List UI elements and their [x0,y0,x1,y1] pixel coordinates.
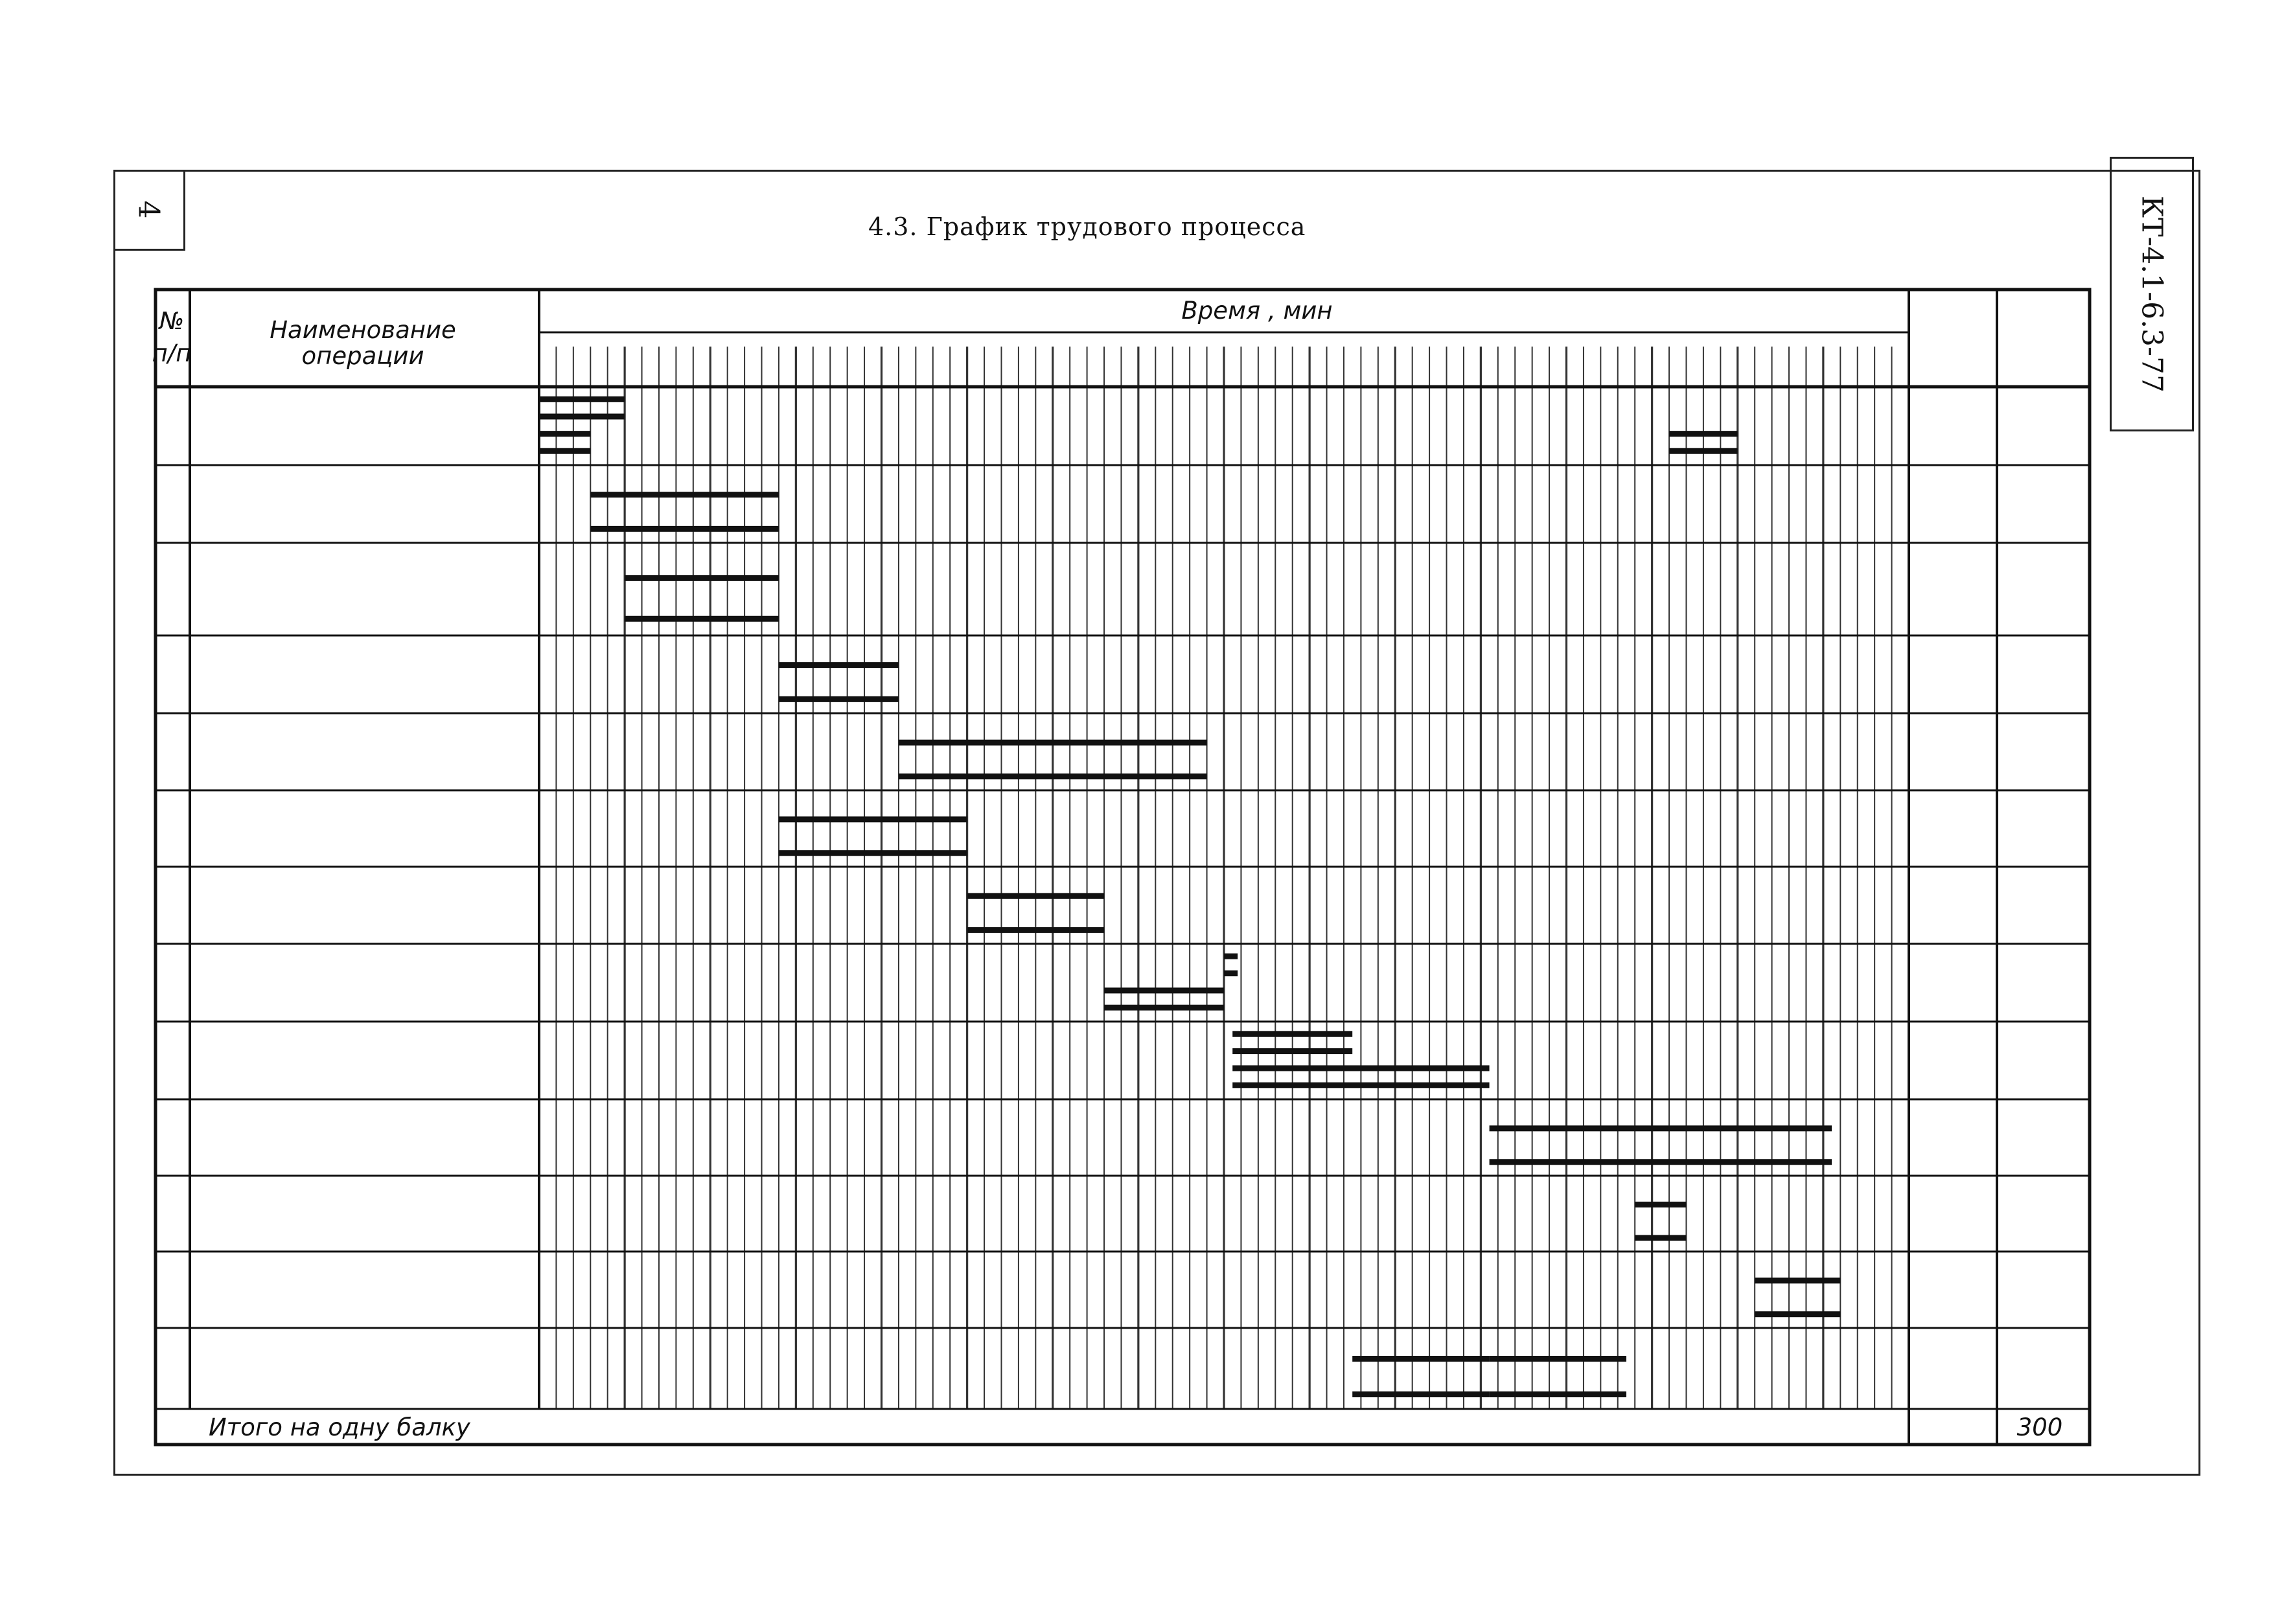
header-name-line1: Наименование [270,316,456,344]
table-text [152,297,2063,1441]
total-label: Итого на одну балку [209,1413,470,1441]
page-title: 4.3. График трудового процесса [868,212,1306,241]
header-time-label: Время , мин [1181,297,1333,325]
header-no: № [159,307,185,335]
header-no-sub: п/п [152,339,192,367]
document-code: КТ-4.1-6.3-77 [2135,196,2169,393]
total-value: 300 [2016,1413,2063,1441]
table-lines [156,290,2090,1445]
page-number: 4 [113,170,185,251]
header-name-line2: операции [301,342,424,370]
grid-lines [556,347,1891,1409]
